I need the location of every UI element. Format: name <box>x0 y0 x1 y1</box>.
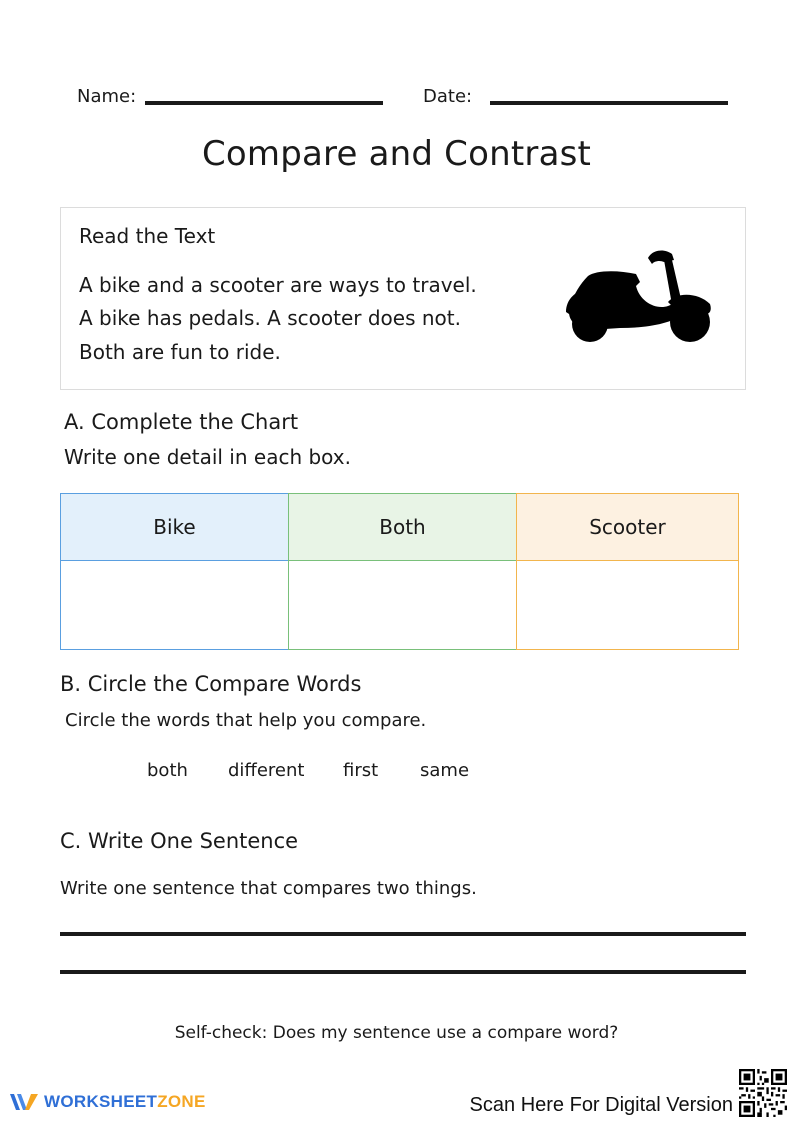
compare-word[interactable]: first <box>343 760 379 781</box>
reading-line: A bike has pedals. A scooter does not. <box>79 306 461 330</box>
compare-word[interactable]: both <box>147 760 188 781</box>
section-a-heading: A. Complete the Chart <box>64 410 299 434</box>
chart-answer-box-scooter[interactable] <box>516 560 739 650</box>
brand-part-2: ZONE <box>157 1092 206 1111</box>
page-title: Compare and Contrast <box>201 134 592 174</box>
worksheet-zone-logo-icon <box>8 1090 40 1114</box>
brand-part-1: WORKSHEET <box>44 1092 158 1111</box>
scan-text: Scan Here For Digital Version <box>469 1094 733 1116</box>
chart-answer-box-bike[interactable] <box>60 560 289 650</box>
chart-header-scooter <box>516 493 739 561</box>
section-a-instruction: Write one detail in each box. <box>64 445 351 469</box>
name-fill-line[interactable] <box>145 101 383 105</box>
section-b-instruction: Circle the words that help you compare. <box>65 710 427 731</box>
reading-line: Both are fun to ride. <box>79 340 281 364</box>
chart-answer-box-both[interactable] <box>288 560 517 650</box>
section-c-heading: C. Write One Sentence <box>60 829 299 853</box>
writing-line[interactable] <box>60 970 746 974</box>
section-c-instruction: Write one sentence that compares two things. <box>60 878 477 899</box>
writing-line[interactable] <box>60 932 746 936</box>
chart-header-label: Both <box>379 515 426 539</box>
reading-line: A bike and a scooter are ways to travel. <box>79 273 477 297</box>
compare-word[interactable]: different <box>228 760 305 781</box>
worksheet-zone-logo[interactable] <box>8 1090 206 1114</box>
brand-name <box>44 1092 206 1112</box>
chart-header-label: Scooter <box>589 515 666 539</box>
compare-word[interactable]: same <box>420 760 470 781</box>
scooter-silhouette-icon <box>560 246 716 344</box>
date-fill-line[interactable] <box>490 101 728 105</box>
date-label: Date: <box>423 86 473 107</box>
self-check-text: Self-check: Does my sentence use a compare word? <box>174 1023 619 1043</box>
chart-header-bike <box>60 493 289 561</box>
chart-header-both <box>288 493 517 561</box>
section-b-heading: B. Circle the Compare Words <box>60 672 362 696</box>
reading-heading: Read the Text <box>79 224 216 248</box>
chart-header-label: Bike <box>153 515 196 539</box>
name-label: Name: <box>77 86 137 107</box>
qr-code-icon[interactable] <box>739 1069 787 1117</box>
